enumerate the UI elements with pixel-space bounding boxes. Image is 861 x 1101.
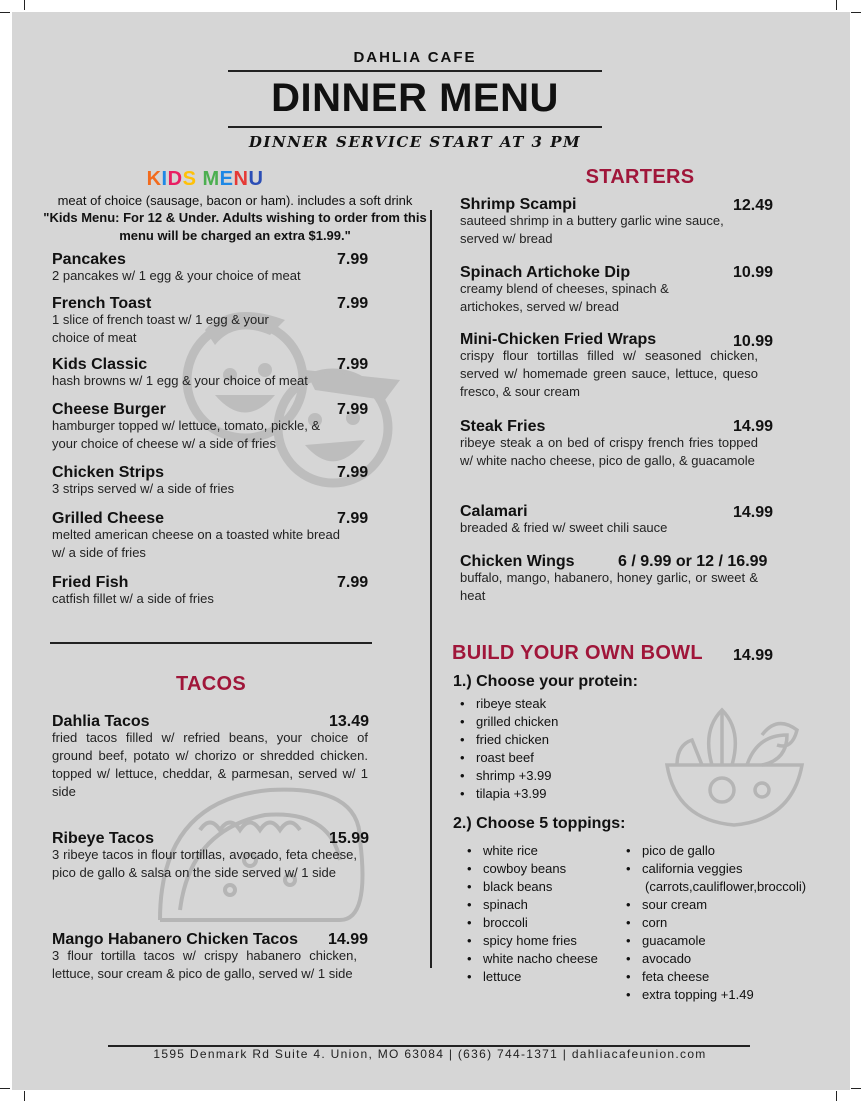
kids-title-letter: D	[167, 168, 183, 190]
topping-option: • white nacho cheese	[463, 950, 598, 968]
kids-menu-item-price: 7.99	[337, 510, 369, 527]
kids-title-letter: E	[219, 168, 234, 190]
tacos-item-name: Dahlia Tacos	[52, 713, 150, 730]
topping-option: • sour cream	[622, 896, 806, 914]
kids-note-bold: "Kids Menu: For 12 & Under. Adults wishing to order from this menu will be charged an extra $1.99."	[43, 210, 427, 243]
kids-menu-item-price: 7.99	[337, 401, 369, 418]
starters-item-name: Spinach Artichoke Dip	[460, 264, 631, 281]
starters-item-desc: ribeye steak a on bed of crispy french fries topped w/ white nacho cheese, pico de gallo, & guacamole	[460, 435, 758, 468]
starters-item-desc: crispy flour tortillas filled w/ seasoned chicken, served w/ homemade green sauce, lettuce, queso fresco, & sour cream	[460, 348, 758, 399]
starters-item-desc: sauteed shrimp in a buttery garlic wine sauce, served w/ bread	[460, 213, 724, 246]
starters-item-name: Mini-Chicken Fried Wraps	[460, 331, 657, 348]
protein-option: • roast beef	[456, 749, 558, 767]
topping-option: • spicy home fries	[463, 932, 598, 950]
starters-item-desc: breaded & fried w/ sweet chili sauce	[460, 520, 668, 535]
kids-menu-item-price: 7.99	[337, 251, 369, 268]
bowl-step-toppings: 2.) Choose 5 toppings:	[453, 815, 626, 832]
protein-option: • shrimp +3.99	[456, 767, 558, 785]
kids-menu-item-desc: hash browns w/ 1 egg & your choice of meat	[52, 373, 308, 388]
kids-menu-item-name: French Toast	[52, 295, 152, 312]
kids-menu-item-desc: 2 pancakes w/ 1 egg & your choice of meat	[52, 268, 301, 283]
tacos-item-price: 13.49	[329, 713, 370, 730]
topping-option: • feta cheese	[622, 968, 806, 986]
starters-item-price: 12.49	[733, 197, 774, 214]
salad-bowl-illustration	[662, 690, 807, 835]
kids-menu-item-name: Fried Fish	[52, 574, 129, 591]
toppings-list-left	[463, 842, 598, 986]
kids-menu-heading	[80, 168, 330, 191]
kids-title-letter: K	[146, 168, 162, 190]
topping-option: • lettuce	[463, 968, 598, 986]
starters-item-desc: buffalo, mango, habanero, honey garlic, or sweet & heat	[460, 570, 758, 603]
starters-item-price: 10.99	[733, 264, 774, 281]
kids-menu-item-name: Chicken Strips	[52, 464, 165, 481]
toppings-list-right	[622, 842, 806, 1004]
protein-list	[456, 695, 558, 803]
topping-option: • black beans	[463, 878, 598, 896]
kids-tacos-divider	[50, 642, 372, 644]
footer-address: 1595 Denmark Rd Suite 4. Union, MO 63084 | (636) 744-1371 | dahliacafeunion.com	[153, 1047, 707, 1061]
page-title: DINNER MENU	[271, 76, 559, 120]
protein-option: • ribeye steak	[456, 695, 558, 713]
topping-option: • white rice	[463, 842, 598, 860]
topping-option: • corn	[622, 914, 806, 932]
kids-menu-item-desc: 3 strips served w/ a side of fries	[52, 481, 235, 496]
cafe-name: DAHLIA CAFE	[353, 49, 477, 66]
bowl-step-protein: 1.) Choose your protein:	[453, 673, 638, 690]
starters-item-name: Calamari	[460, 503, 528, 520]
tacos-item-name: Ribeye Tacos	[52, 830, 154, 847]
bowl-heading: BUILD YOUR OWN BOWL	[452, 642, 703, 664]
kids-menu-item-name: Grilled Cheese	[52, 510, 165, 527]
starters-heading: STARTERS	[585, 166, 695, 188]
kids-menu-item-price: 7.99	[337, 295, 369, 312]
topping-option: • spinach	[463, 896, 598, 914]
starters-item-price: 14.99	[733, 418, 774, 435]
kids-menu-item-price: 7.99	[337, 356, 369, 373]
kids-menu-item-name: Pancakes	[52, 251, 126, 268]
kids-title-letter: S	[182, 168, 197, 190]
topping-option: • pico de gallo	[622, 842, 806, 860]
starters-item-price: 6 / 9.99 or 12 / 16.99	[618, 553, 768, 570]
protein-option: • grilled chicken	[456, 713, 558, 731]
kids-menu-item-desc: 1 slice of french toast w/ 1 egg & your choice of meat	[52, 312, 269, 345]
topping-option: • broccoli	[463, 914, 598, 932]
kids-menu-item-name: Cheese Burger	[52, 401, 166, 418]
kids-title-letter: I	[161, 168, 168, 190]
tacos-item-price: 15.99	[329, 830, 370, 847]
topping-option: • california veggies	[622, 860, 806, 878]
kids-title-letter: N	[233, 168, 249, 190]
starters-item-desc: creamy blend of cheeses, spinach & artichokes, served w/ bread	[460, 281, 669, 314]
tacos-heading: TACOS	[175, 673, 246, 695]
kids-menu-item-desc: hamburger topped w/ lettuce, tomato, pickle, & your choice of cheese w/ a side of fries	[52, 418, 321, 451]
kids-menu-item-desc: melted american cheese on a toasted white bread w/ a side of fries	[52, 527, 340, 560]
tacos-item-price: 14.99	[328, 931, 369, 948]
topping-option: • extra topping +1.49	[622, 986, 806, 1004]
page-subtitle: DINNER SERVICE START AT 3 PM	[248, 133, 582, 151]
kids-menu-item-price: 7.99	[337, 574, 369, 591]
california-veggies-note: (carrots,cauliflower,broccoli)	[645, 879, 807, 894]
kids-menu-item-desc: catfish fillet w/ a side of fries	[52, 591, 214, 606]
starters-item-price: 14.99	[733, 504, 774, 521]
kids-title-letter: M	[202, 168, 220, 190]
header-rule-top	[228, 70, 602, 72]
kids-title-letter: U	[248, 168, 264, 190]
topping-option: • guacamole	[622, 932, 806, 950]
kids-note: meat of choice (sausage, bacon or ham). includes a soft drink	[57, 193, 413, 208]
header-rule-bottom	[228, 126, 602, 128]
starters-item-name: Shrimp Scampi	[460, 196, 577, 213]
kids-menu-item-price: 7.99	[337, 464, 369, 481]
tacos-item-name: Mango Habanero Chicken Tacos	[52, 931, 298, 948]
bowl-price: 14.99	[733, 647, 774, 664]
kids-menu-item-name: Kids Classic	[52, 356, 148, 373]
tacos-item-desc: fried tacos filled w/ refried beans, your choice of ground beef, potato w/ chorizo or shredded chicken. topped w/ lettuce, cheddar, & parmesan, served w/ 1 side	[52, 730, 368, 799]
starters-item-price: 10.99	[733, 333, 774, 350]
tacos-item-desc: 3 flour tortilla tacos w/ crispy habanero chicken, lettuce, sour cream & pico de gallo, served w/ 1 side	[52, 948, 357, 981]
protein-option: • tilapia +3.99	[456, 785, 558, 803]
protein-option: • fried chicken	[456, 731, 558, 749]
tacos-item-desc: 3 ribeye tacos in flour tortillas, avocado, feta cheese, pico de gallo & salsa on the side served w/ 1 side	[52, 847, 357, 880]
topping-option: • avocado	[622, 950, 806, 968]
starters-item-name: Steak Fries	[460, 418, 546, 435]
column-divider	[430, 210, 432, 968]
starters-item-name: Chicken Wings	[460, 553, 575, 570]
topping-option: • cowboy beans	[463, 860, 598, 878]
